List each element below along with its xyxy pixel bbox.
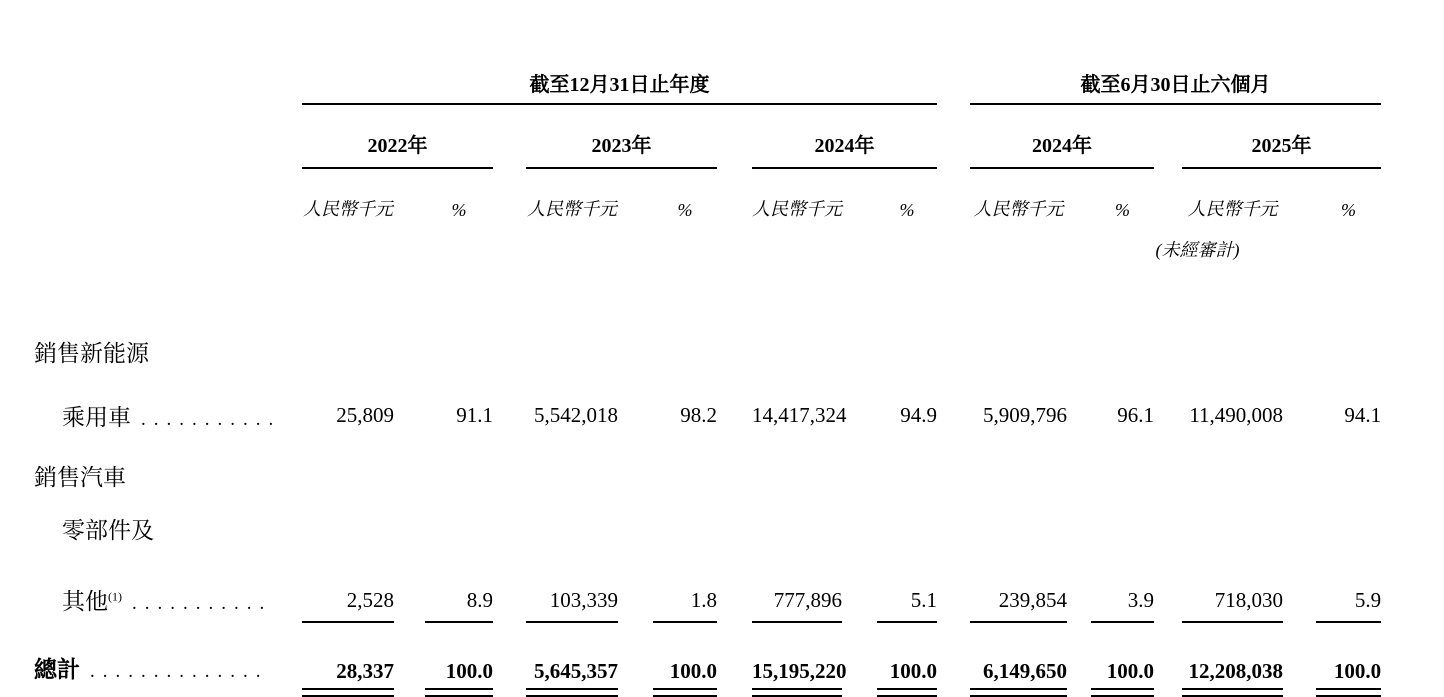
- unit-header-row: [34, 168, 1381, 230]
- column-group-interim: 截至6月30日止六個月: [970, 52, 1381, 104]
- percent-header: %: [451, 200, 467, 220]
- total-value: 100.0: [1091, 659, 1154, 690]
- spacer-cell: [1154, 168, 1182, 230]
- spacer-cell: [937, 104, 970, 168]
- total-value: 6,149,650: [970, 659, 1067, 690]
- total-value: 15,195,220: [752, 659, 842, 690]
- spacer-cell: [394, 383, 425, 448]
- row-label-text: 其他: [62, 589, 108, 614]
- spacer-cell: [34, 52, 302, 104]
- value-cell: 777,896: [752, 553, 842, 622]
- total-value: 100.0: [877, 659, 937, 690]
- spacer-cell: [618, 168, 653, 230]
- spacer-cell: [394, 553, 425, 622]
- amount-unit-header: 人民幣千元: [1187, 199, 1278, 219]
- total-value: 12,208,038: [1182, 659, 1283, 690]
- spacer-cell: [717, 553, 752, 622]
- row-label: [34, 553, 302, 622]
- spacer-cell: [34, 282, 1381, 319]
- value-cell: 103,339: [526, 553, 618, 622]
- spacer-cell: [302, 448, 1381, 503]
- value-cell: 96.1: [1117, 403, 1155, 427]
- unaudited-note: (未經審計): [1155, 240, 1240, 260]
- year-header-2023: 2023年: [526, 104, 717, 168]
- spacer-cell: [1154, 104, 1182, 168]
- spacer-cell: [618, 553, 653, 622]
- value-cell: 5,542,018: [534, 403, 618, 427]
- row-label-text: 乘用車: [62, 405, 131, 430]
- year-header-2024: 2024年: [752, 104, 937, 168]
- value-cell: 91.1: [456, 403, 493, 427]
- amount-unit-header: 人民幣千元: [973, 199, 1064, 219]
- value-cell: 2,528: [302, 553, 394, 622]
- value-cell: 94.1: [1344, 403, 1382, 427]
- amount-unit-header: 人民幣千元: [752, 199, 842, 219]
- spacer-cell: [618, 383, 653, 448]
- row-passenger-vehicles: [34, 383, 1381, 448]
- value-cell: 5.1: [877, 553, 937, 622]
- spacer-cell: [302, 503, 1381, 553]
- spacer-cell: [1154, 383, 1182, 448]
- revenue-breakdown-table: [34, 52, 1381, 697]
- spacer-cell: [937, 52, 970, 104]
- spacer-cell: [1283, 383, 1316, 448]
- row-sales-auto-label: [34, 448, 1381, 503]
- spacer-cell: [937, 553, 970, 622]
- spacer-cell: [937, 168, 970, 230]
- spacer-cell: [34, 168, 302, 230]
- year-header-2022: 2022年: [302, 104, 493, 168]
- spacer-cell: [493, 553, 526, 622]
- year-header-2024-interim: 2024年: [970, 104, 1154, 168]
- spacer-cell: [1067, 383, 1091, 448]
- row-label: 零部件及: [62, 517, 154, 543]
- dot-leader: ..............: [90, 661, 269, 682]
- spacer-cell: [493, 383, 526, 448]
- dot-leader: ...........: [132, 593, 273, 614]
- amount-unit-header: 人民幣千元: [303, 199, 393, 219]
- spacer-cell: [937, 383, 970, 448]
- footnote-marker: (1): [108, 589, 122, 604]
- value-cell: 239,854: [970, 553, 1067, 622]
- spacer-cell: [302, 230, 970, 282]
- spacer-cell: [1067, 553, 1091, 622]
- amount-unit-header: 人民幣千元: [527, 199, 617, 219]
- value-cell: 3.9: [1091, 553, 1154, 622]
- percent-header: %: [1115, 200, 1131, 220]
- value-cell: 25,809: [336, 403, 394, 427]
- percent-header: %: [677, 200, 693, 220]
- spacer-cell: [1067, 168, 1091, 230]
- value-cell: 5,909,796: [983, 403, 1068, 427]
- total-value: 28,337: [302, 659, 394, 690]
- value-cell: 1.8: [653, 553, 717, 622]
- row-parts-label: [34, 503, 1381, 553]
- spacer-cell: [302, 319, 1381, 383]
- spacer-cell: [34, 230, 302, 282]
- row-sales-nev-label: [34, 319, 1381, 383]
- dot-leader: ...........: [141, 409, 282, 430]
- value-cell: 94.9: [900, 403, 938, 427]
- total-value: 100.0: [425, 659, 493, 690]
- row-label: 銷售新能源: [34, 340, 149, 366]
- spacer-cell: [34, 104, 302, 168]
- row-label: [34, 383, 302, 448]
- year-header-2025-interim: 2025年: [1182, 104, 1381, 168]
- spacer-cell: [842, 168, 877, 230]
- percent-header: %: [1341, 200, 1357, 220]
- value-cell: 11,490,008: [1189, 403, 1284, 427]
- spacer-cell: [717, 383, 752, 448]
- value-cell: 718,030: [1182, 553, 1283, 622]
- spacer-cell: [1154, 553, 1182, 622]
- column-group-row: [34, 52, 1381, 104]
- total-value: 100.0: [653, 659, 717, 690]
- spacer-row: [34, 282, 1381, 319]
- row-label: 銷售汽車: [34, 465, 126, 490]
- spacer-cell: [717, 104, 752, 168]
- spacer-cell: [842, 553, 877, 622]
- value-cell: 14,417,324: [752, 403, 847, 427]
- spacer-cell: [1283, 168, 1316, 230]
- value-cell: 5.9: [1316, 553, 1381, 622]
- unaudited-note-row: [34, 230, 1381, 282]
- spacer-cell: [1283, 553, 1316, 622]
- value-cell: 98.2: [680, 403, 717, 427]
- value-cell: 8.9: [425, 553, 493, 622]
- row-label-text: 總計: [34, 657, 80, 682]
- column-group-annual: 截至12月31日止年度: [302, 52, 937, 104]
- percent-header: %: [899, 200, 915, 220]
- spacer-cell: [717, 168, 752, 230]
- spacer-cell: [493, 168, 526, 230]
- year-header-row: [34, 104, 1381, 168]
- spacer-cell: [394, 168, 425, 230]
- spacer-cell: [493, 104, 526, 168]
- row-others: [34, 553, 1381, 622]
- total-value: 100.0: [1316, 659, 1381, 690]
- spacer-cell: [842, 383, 877, 448]
- total-value: 5,645,357: [526, 659, 618, 690]
